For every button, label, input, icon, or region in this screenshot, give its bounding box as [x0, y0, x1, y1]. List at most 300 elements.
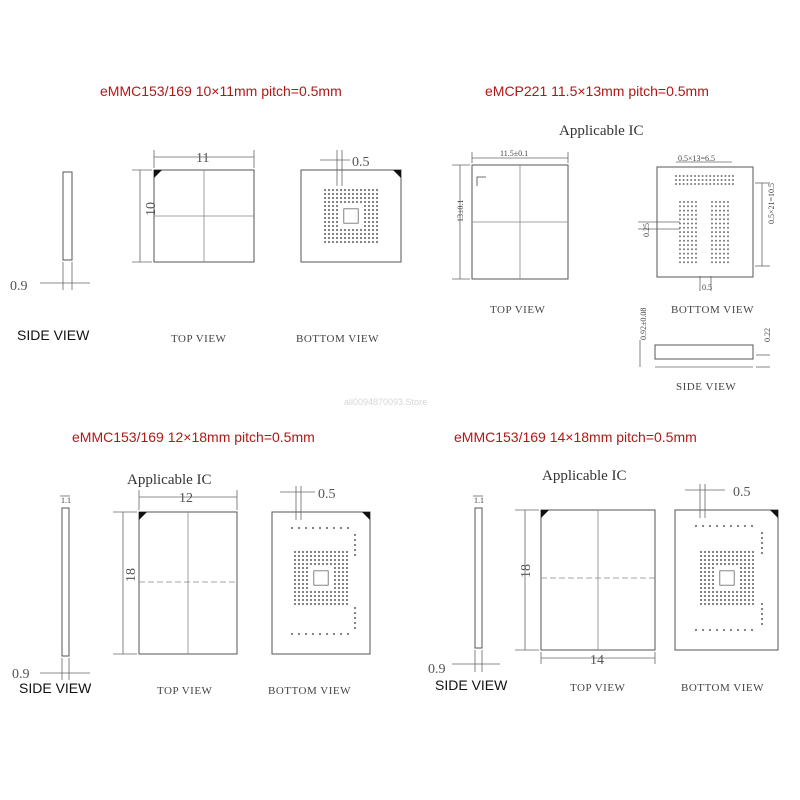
solder-ball [761, 603, 763, 605]
solder-ball [723, 227, 725, 229]
solder-ball [698, 183, 700, 185]
solder-ball [695, 261, 697, 263]
bottom-view-label: BOTTOM VIEW [268, 685, 352, 697]
solder-ball [691, 231, 693, 233]
solder-ball [332, 201, 334, 203]
solder-ball [744, 579, 746, 581]
solder-ball [344, 193, 346, 195]
solder-ball [364, 225, 366, 227]
solder-ball [732, 603, 734, 605]
solder-ball [748, 587, 750, 589]
solder-ball [687, 240, 689, 242]
solder-ball [679, 201, 681, 203]
solder-ball [691, 261, 693, 263]
solder-ball [732, 551, 734, 553]
solder-ball [364, 209, 366, 211]
solder-ball [744, 629, 746, 631]
solder-ball [364, 237, 366, 239]
solder-ball [310, 555, 312, 557]
solder-ball [324, 213, 326, 215]
solder-ball [334, 551, 336, 553]
solder-ball [748, 583, 750, 585]
solder-ball [712, 579, 714, 581]
solder-ball [719, 240, 721, 242]
solder-ball [715, 223, 717, 225]
solder-ball [708, 555, 710, 557]
solder-ball [724, 563, 726, 565]
solder-ball [700, 563, 702, 565]
solder-ball [302, 571, 304, 573]
solder-ball [711, 240, 713, 242]
solder-ball [340, 197, 342, 199]
solder-ball [691, 248, 693, 250]
side-width-label: 1.1 [61, 496, 71, 505]
height-dimension: 10 [144, 202, 159, 216]
solder-ball [716, 563, 718, 565]
solder-ball [336, 209, 338, 211]
solder-ball [372, 217, 374, 219]
solder-ball [679, 218, 681, 220]
solder-ball [336, 197, 338, 199]
solder-ball [740, 551, 742, 553]
solder-ball [683, 205, 685, 207]
solder-ball [715, 244, 717, 246]
solder-ball [708, 591, 710, 593]
solder-ball [372, 209, 374, 211]
solder-ball [683, 201, 685, 203]
solder-ball [679, 179, 681, 181]
solder-ball [326, 563, 328, 565]
solder-ball [704, 599, 706, 601]
solder-ball [736, 551, 738, 553]
solder-ball [736, 591, 738, 593]
solder-ball [695, 248, 697, 250]
solder-ball [294, 591, 296, 593]
solder-ball [691, 210, 693, 212]
solder-ball [727, 240, 729, 242]
solder-ball [333, 527, 335, 529]
solder-ball [298, 555, 300, 557]
solder-ball [744, 587, 746, 589]
solder-ball [324, 237, 326, 239]
solder-ball [679, 235, 681, 237]
solder-ball [728, 595, 730, 597]
solder-ball [720, 591, 722, 593]
side-view-package [62, 508, 69, 656]
solder-ball [723, 525, 725, 527]
solder-ball [354, 627, 356, 629]
solder-ball [354, 617, 356, 619]
top-view-label: TOP VIEW [171, 333, 227, 345]
solder-ball [679, 205, 681, 207]
solder-ball [719, 261, 721, 263]
solder-ball [720, 555, 722, 557]
solder-ball [711, 231, 713, 233]
side-view-label: SIDE VIEW [435, 677, 508, 693]
solder-ball [744, 591, 746, 593]
solder-ball [332, 241, 334, 243]
solder-ball [336, 205, 338, 207]
solder-ball [338, 587, 340, 589]
solder-ball [752, 603, 754, 605]
solder-ball [376, 205, 378, 207]
solder-ball [736, 555, 738, 557]
solder-ball [700, 599, 702, 601]
solder-ball [736, 603, 738, 605]
solder-ball [683, 244, 685, 246]
solder-ball [687, 257, 689, 259]
solder-ball [354, 534, 356, 536]
solder-ball [346, 559, 348, 561]
solder-ball [328, 241, 330, 243]
solder-ball [704, 579, 706, 581]
applicable-ic-label: Applicable IC [559, 123, 644, 139]
solder-ball [705, 179, 707, 181]
solder-ball [732, 559, 734, 561]
solder-ball [723, 218, 725, 220]
solder-ball [376, 197, 378, 199]
solder-ball [711, 210, 713, 212]
solder-ball [298, 579, 300, 581]
solder-ball [723, 214, 725, 216]
solder-ball [715, 261, 717, 263]
solder-ball [336, 229, 338, 231]
solder-ball [324, 241, 326, 243]
solder-ball [724, 591, 726, 593]
solder-ball [324, 229, 326, 231]
solder-ball [737, 629, 739, 631]
solder-ball [715, 218, 717, 220]
solder-ball [700, 571, 702, 573]
solder-ball [340, 633, 342, 635]
solder-ball [744, 555, 746, 557]
solder-ball [711, 257, 713, 259]
solder-ball [322, 555, 324, 557]
solder-ball [744, 563, 746, 565]
solder-ball [715, 205, 717, 207]
bottom-view-label: BOTTOM VIEW [296, 333, 380, 345]
solder-ball [332, 221, 334, 223]
solder-ball [732, 591, 734, 593]
solder-ball [723, 223, 725, 225]
solder-ball [368, 193, 370, 195]
solder-ball [364, 197, 366, 199]
solder-ball [687, 235, 689, 237]
solder-ball [687, 218, 689, 220]
solder-ball [338, 563, 340, 565]
solder-ball [717, 183, 719, 185]
solder-ball [702, 525, 704, 527]
solder-ball [752, 571, 754, 573]
solder-ball [328, 193, 330, 195]
solder-ball [723, 629, 725, 631]
solder-ball [319, 633, 321, 635]
solder-ball [695, 231, 697, 233]
solder-ball [713, 175, 715, 177]
solder-ball [728, 179, 730, 181]
solder-ball [314, 591, 316, 593]
solder-ball [744, 571, 746, 573]
solder-ball [752, 563, 754, 565]
solder-ball [338, 559, 340, 561]
solder-ball [683, 175, 685, 177]
solder-ball [687, 201, 689, 203]
solder-ball [336, 221, 338, 223]
solder-ball [752, 599, 754, 601]
solder-ball [298, 595, 300, 597]
solder-ball [717, 175, 719, 177]
solder-ball [354, 539, 356, 541]
solder-ball [719, 227, 721, 229]
solder-ball [326, 559, 328, 561]
solder-ball [761, 613, 763, 615]
solder-ball [730, 525, 732, 527]
solder-ball [310, 559, 312, 561]
watermark: ali0094870093.Store [344, 397, 428, 407]
top-view-label: TOP VIEW [570, 682, 626, 694]
solder-ball [332, 209, 334, 211]
solder-ball [333, 633, 335, 635]
solder-ball [679, 183, 681, 185]
solder-ball [364, 193, 366, 195]
solder-ball [723, 248, 725, 250]
solder-ball [326, 599, 328, 601]
solder-ball [302, 603, 304, 605]
solder-ball [683, 183, 685, 185]
solder-ball [368, 201, 370, 203]
solder-ball [302, 583, 304, 585]
solder-ball [368, 213, 370, 215]
solder-ball [751, 629, 753, 631]
solder-ball [715, 240, 717, 242]
solder-ball [324, 209, 326, 211]
solder-ball [691, 214, 693, 216]
solder-ball [695, 257, 697, 259]
solder-ball [334, 563, 336, 565]
solder-ball [723, 231, 725, 233]
solder-ball [338, 567, 340, 569]
solder-ball [334, 599, 336, 601]
solder-ball [687, 223, 689, 225]
solder-ball [704, 567, 706, 569]
solder-ball [294, 551, 296, 553]
solder-ball [352, 201, 354, 203]
solder-ball [334, 559, 336, 561]
solder-ball [346, 583, 348, 585]
solder-ball [694, 179, 696, 181]
solder-ball [712, 559, 714, 561]
solder-ball [298, 559, 300, 561]
solder-ball [712, 567, 714, 569]
solder-ball [328, 217, 330, 219]
solder-ball [324, 189, 326, 191]
solder-ball [723, 253, 725, 255]
solder-ball [708, 571, 710, 573]
solder-ball [298, 633, 300, 635]
solder-ball [312, 527, 314, 529]
solder-ball [332, 233, 334, 235]
solder-ball [679, 261, 681, 263]
solder-ball [683, 261, 685, 263]
solder-ball [324, 221, 326, 223]
solder-ball [716, 603, 718, 605]
solder-ball [719, 223, 721, 225]
solder-ball [721, 179, 723, 181]
solder-ball [368, 221, 370, 223]
solder-ball [334, 579, 336, 581]
solder-ball [724, 175, 726, 177]
solder-ball [342, 571, 344, 573]
solder-ball [708, 575, 710, 577]
solder-ball [715, 201, 717, 203]
solder-ball [711, 253, 713, 255]
solder-ball [702, 175, 704, 177]
solder-ball [344, 237, 346, 239]
solder-ball [761, 547, 763, 549]
solder-ball [720, 599, 722, 601]
solder-ball [360, 229, 362, 231]
solder-ball [324, 225, 326, 227]
bottom-view-package [301, 170, 401, 262]
solder-ball [364, 189, 366, 191]
solder-ball [687, 248, 689, 250]
solder-ball [761, 537, 763, 539]
solder-ball [700, 559, 702, 561]
solder-ball [346, 587, 348, 589]
solder-ball [364, 205, 366, 207]
solder-ball [686, 179, 688, 181]
solder-ball [752, 559, 754, 561]
solder-ball [342, 567, 344, 569]
pitch-label: 0.5 [702, 283, 712, 292]
solder-ball [338, 599, 340, 601]
solder-ball [752, 551, 754, 553]
solder-ball [306, 583, 308, 585]
solder-ball [744, 567, 746, 569]
solder-ball [354, 612, 356, 614]
solder-ball [332, 197, 334, 199]
solder-ball [310, 599, 312, 601]
solder-ball [700, 587, 702, 589]
solder-ball [342, 603, 344, 605]
solder-ball [334, 591, 336, 593]
solder-ball [679, 227, 681, 229]
solder-ball [679, 248, 681, 250]
solder-ball [319, 527, 321, 529]
solder-ball [728, 555, 730, 557]
solder-ball [328, 229, 330, 231]
solder-ball [294, 571, 296, 573]
solder-ball [340, 229, 342, 231]
solder-ball [736, 599, 738, 601]
solder-ball [691, 227, 693, 229]
solder-ball [352, 237, 354, 239]
solder-ball [712, 603, 714, 605]
thickness-label: 0.9 [12, 667, 30, 682]
solder-ball [732, 599, 734, 601]
solder-ball [708, 599, 710, 601]
solder-ball [700, 583, 702, 585]
solder-ball [328, 209, 330, 211]
solder-ball [700, 595, 702, 597]
solder-ball [354, 607, 356, 609]
solder-ball [294, 599, 296, 601]
solder-ball [704, 587, 706, 589]
solder-ball [306, 551, 308, 553]
solder-ball [711, 218, 713, 220]
thickness-label: 0.92±0.08 [639, 307, 648, 340]
solder-ball [305, 527, 307, 529]
solder-ball [723, 201, 725, 203]
solder-ball [291, 633, 293, 635]
solder-ball [695, 218, 697, 220]
solder-ball [711, 248, 713, 250]
solder-ball [302, 591, 304, 593]
solder-ball [695, 227, 697, 229]
solder-ball [728, 603, 730, 605]
side-view-package [63, 172, 72, 260]
solder-ball [356, 193, 358, 195]
solder-ball [346, 555, 348, 557]
solder-ball [732, 563, 734, 565]
solder-ball [344, 201, 346, 203]
solder-ball [336, 225, 338, 227]
solder-ball [310, 551, 312, 553]
solder-ball [748, 563, 750, 565]
solder-ball [723, 261, 725, 263]
solder-ball [336, 217, 338, 219]
solder-ball [752, 595, 754, 597]
solder-ball [322, 551, 324, 553]
width-dimension: 12 [179, 491, 193, 506]
solder-ball [360, 241, 362, 243]
solder-ball [372, 233, 374, 235]
solder-ball [748, 575, 750, 577]
solder-ball [748, 559, 750, 561]
solder-ball [727, 244, 729, 246]
solder-ball [354, 544, 356, 546]
solder-ball [695, 525, 697, 527]
solder-ball [702, 629, 704, 631]
solder-ball [761, 608, 763, 610]
solder-ball [695, 244, 697, 246]
solder-ball [352, 189, 354, 191]
solder-ball [727, 235, 729, 237]
solder-ball [306, 595, 308, 597]
bottom-view-label: BOTTOM VIEW [681, 682, 765, 694]
solder-ball [298, 587, 300, 589]
solder-ball [704, 595, 706, 597]
solder-ball [683, 257, 685, 259]
solder-ball [294, 583, 296, 585]
solder-ball [700, 575, 702, 577]
solder-ball [683, 227, 685, 229]
solder-ball [752, 583, 754, 585]
solder-ball [719, 231, 721, 233]
solder-ball [748, 591, 750, 593]
solder-ball [347, 633, 349, 635]
solder-ball [356, 229, 358, 231]
solder-ball [372, 189, 374, 191]
solder-ball [354, 554, 356, 556]
width-dimension: 14 [590, 653, 604, 668]
solder-ball [712, 571, 714, 573]
solder-ball [334, 595, 336, 597]
solder-ball [736, 595, 738, 597]
solder-ball [328, 189, 330, 191]
solder-ball [727, 218, 729, 220]
solder-ball [712, 551, 714, 553]
